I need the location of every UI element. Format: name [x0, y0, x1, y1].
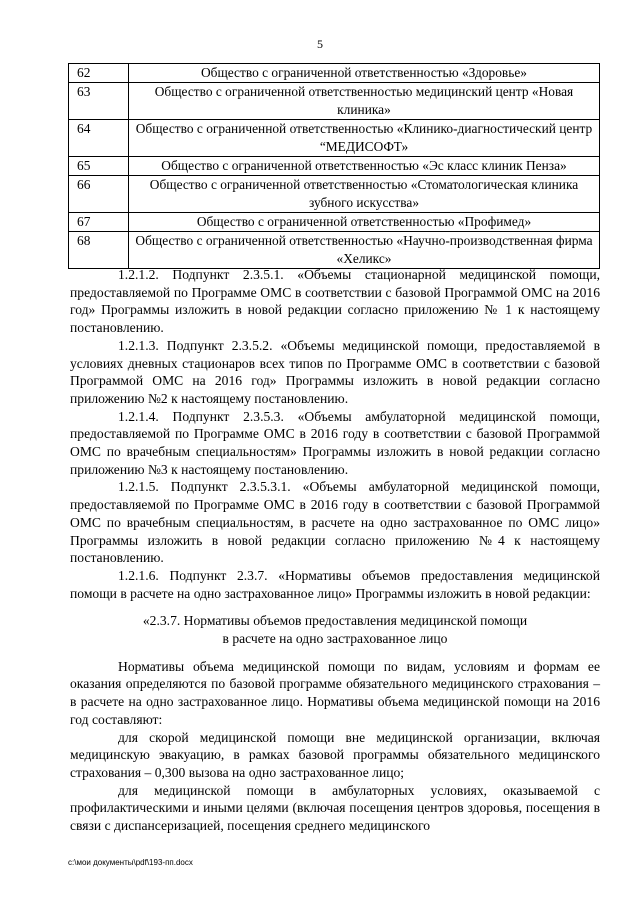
- organization-name: Общество с ограниченной ответственностью «Клинико-диагностический центр “МЕДИСОФТ»: [129, 120, 600, 157]
- paragraph-emergency-care: для скорой медицинской помощи вне медицинской организации, включая медицинскую эвакуацию, в рамках базовой программы обязательного медицинского страхования – 0,300 вызова на одно застрахованное лицо;: [70, 729, 600, 780]
- row-number: 65: [69, 157, 129, 176]
- organization-name: Общество с ограниченной ответственностью «Научно-производственная фирма «Хеликс»: [129, 232, 600, 269]
- organization-name: Общество с ограниченной ответственностью «Эс класс клиник Пенза»: [129, 157, 600, 176]
- table-row: [69, 120, 600, 157]
- paragraph-outpatient-care: для медицинской помощи в амбулаторных условиях, оказываемой с профилактическими и иными целями (включая посещения центров здоровья, посещения в связи с диспансеризацией, посещения среднего медицинского: [70, 782, 600, 834]
- paragraph-norms-intro: Нормативы объема медицинской помощи по видам, условиям и формам ее оказания определяются по базовой программе обязательного медицинского страхования – в расчете на одно застрахованное лицо. Нормативы объема медицинской помощи на 2016 год составляют:: [70, 658, 600, 727]
- table-row: [69, 232, 600, 269]
- row-number: 68: [69, 232, 129, 269]
- organization-name: Общество с ограниченной ответственностью медицинский центр «Новая клиника»: [129, 83, 600, 120]
- row-number: 64: [69, 120, 129, 157]
- document-body: [70, 266, 600, 835]
- section-heading: [70, 612, 600, 647]
- organization-name: Общество с ограниченной ответственностью «Здоровье»: [129, 64, 600, 83]
- file-path-footer: c:\мои документы\pdf\193-пп.docx: [68, 858, 193, 867]
- table-row: [69, 157, 600, 176]
- paragraph-1-2-1-5: 1.2.1.5. Подпункт 2.3.5.3.1. «Объемы амбулаторной медицинской помощи, предоставляемой по Программе ОМС в 2016 году в соответствии с базовой Программой ОМС по врачебным специальностям, в расчете на одно застрахованное по ОМС лицо» Программы изложить в новой редакции согласно приложению №4 к настоящему постановлению.: [70, 479, 600, 566]
- table-row: [69, 176, 600, 213]
- organization-name: Общество с ограниченной ответственностью «Профимед»: [129, 213, 600, 232]
- organization-name: Общество с ограниченной ответственностью «Стоматологическая клиника зубного искусства»: [129, 176, 600, 213]
- section-heading-line-1: «2.3.7. Нормативы объемов предоставления медицинской помощи: [142, 613, 528, 629]
- table-row: [69, 64, 600, 83]
- paragraph-1-2-1-2: 1.2.1.2. Подпункт 2.3.5.1. «Объемы стационарной медицинской помощи, предоставляемой по Программе ОМС в соответствии с базовой Программой ОМС на 2016 год» Программы изложить в новой редакции согласно приложению № 1 к настоящему постановлению.: [70, 267, 600, 336]
- organizations-table: [68, 63, 600, 269]
- paragraph-1-2-1-4: 1.2.1.4. Подпункт 2.3.5.3. «Объемы амбулаторной медицинской помощи, предоставляемой по Программе ОМС в 2016 году в соответствии с базовой Программой ОМС по врачебным специальностям» Программы изложить в новой редакции согласно приложению №3 к настоящему постановлению.: [70, 408, 600, 477]
- paragraph-1-2-1-6: 1.2.1.6. Подпункт 2.3.7. «Нормативы объемов предоставления медицинской помощи в расчете на одно застрахованное лицо» Программы изложить в новой редакции:: [70, 567, 600, 601]
- section-heading-line-2: в расчете на одно застрахованное лицо: [222, 631, 448, 647]
- row-number: 63: [69, 83, 129, 120]
- row-number: 66: [69, 176, 129, 213]
- table-row: [69, 213, 600, 232]
- row-number: 62: [69, 64, 129, 83]
- paragraph-1-2-1-3: 1.2.1.3. Подпункт 2.3.5.2. «Объемы медицинской помощи, предоставляемой в условиях дневных стационаров всех типов по Программе ОМС в соответствии с базовой Программой ОМС на 2016 год» Программы изложить в новой редакции согласно приложению №2 к настоящему постановлению.: [70, 337, 600, 406]
- row-number: 67: [69, 213, 129, 232]
- table-row: [69, 83, 600, 120]
- page-number: 5: [317, 37, 323, 51]
